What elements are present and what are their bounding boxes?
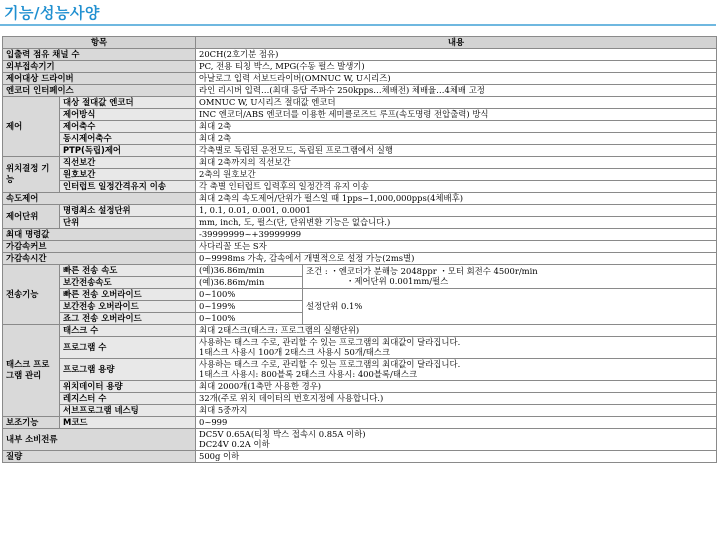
table-row [3,216,717,228]
row-value-line: DC24V 0.2A 이하 [199,439,270,449]
row-label: 보조기능 [3,416,60,428]
row-value-line: 사용하는 태스크 수로, 관리할 수 있는 프로그램의 최대값이 달라집니다. [199,358,461,369]
row-value: 최대 5중까지 [196,404,717,416]
row-value: 0~199% [196,300,303,312]
row-label: 가감속시간 [3,252,196,264]
row-label: 외부접속기기 [3,60,196,72]
row-value-line: DC5V 0.65A(티칭 박스 접속시 0.85A 이하) [199,428,366,439]
row-label: 최대 명령값 [3,228,196,240]
row-value: 1, 0.1, 0.01, 0.001, 0.0001 [196,204,717,216]
feed-condition-line2: ・제어단위 0.001mm/펄스 [346,276,449,286]
row-label: 위치데이터 용량 [60,380,196,392]
row-label: 가감속커브 [3,240,196,252]
table-row [3,252,717,264]
row-value [196,358,717,380]
feed-condition-note [303,264,717,288]
row-value: 20CH(2호기분 점유) [196,48,717,60]
row-label: 프로그램 용량 [60,358,196,380]
row-label: 엔코더 인터페이스 [3,84,196,96]
table-row [3,192,717,204]
row-label: 프로그램 수 [60,336,196,358]
table-row [3,72,717,84]
table-row [3,380,717,392]
row-sublabel: M코드 [60,416,196,428]
table-row [3,168,717,180]
row-label: 죠그 전송 오버라이드 [60,312,196,324]
row-value [196,336,717,358]
row-value: OMNUC W, U시리즈 절대값 엔코더 [196,96,717,108]
row-value: (예)36.86m/min [196,264,303,276]
row-value: PC, 전용 티칭 박스, MPG(수동 펄스 발생기) [196,60,717,72]
row-value: 아날로그 입력 서보드라이버(OMNUC W, U시리즈) [196,72,717,84]
row-value: mm, inch, 도, 펄스(단, 단위변환 기능은 없습니다.) [196,216,717,228]
row-value: (예)36.86m/min [196,276,303,288]
row-label: 속도제어 [3,192,196,204]
row-label: 내부 소비전류 [3,428,196,450]
group-label-feed: 전송기능 [3,264,60,324]
table-row [3,180,717,192]
table-row [3,144,717,156]
row-value: 0~100% [196,288,303,300]
row-value: INC 엔코더/ABS 엔코더를 이용한 세미클로즈드 루프(속도명령 전압출력) 방식 [196,108,717,120]
row-value-line: 사용하는 태스크 수로, 관리할 수 있는 프로그램의 최대값이 달라집니다. [199,336,461,347]
row-value: 최대 2축 [196,120,717,132]
header-content: 내용 [196,37,717,49]
row-value: 최대 2000개(1축만 사용한 경우) [196,380,717,392]
table-row [3,96,717,108]
row-label: 제어대상 드라이버 [3,72,196,84]
table-row [3,288,717,300]
row-label: 단위 [60,216,196,228]
feed-condition-line1: 조건 : ・엔코더가 분해능 2048ppr ・모터 회전수 4500r/min [306,265,538,276]
row-label: 서브프로그램 네스팅 [60,404,196,416]
table-row [3,156,717,168]
row-value-line: 1태스크 사용시: 800블록 2태스크 사용시: 400블록/태스크 [199,369,418,379]
row-value: 2축의 원호보간 [196,168,717,180]
row-value [196,428,717,450]
table-row [3,392,717,404]
row-value-line: 1태스크 사용시 100개 2태스크 사용시 50개/태스크 [199,347,390,357]
table-header-row [3,37,717,49]
row-value: 각 축별 인터럽트 입력후의 일정간격 유지 이송 [196,180,717,192]
row-label: 입출력 점유 채널 수 [3,48,196,60]
table-row [3,48,717,60]
row-label: 보간전송 오버라이드 [60,300,196,312]
row-label: PTP(독립)제어 [60,144,196,156]
row-label: 보간전송속도 [60,276,196,288]
row-value: -39999999~+39999999 [196,228,717,240]
row-label: 원호보간 [60,168,196,180]
row-value: 500g 이하 [196,450,717,462]
row-label: 빠른 전송 속도 [60,264,196,276]
table-row [3,240,717,252]
row-label: 인터럽트 일정간격유지 이송 [60,180,196,192]
table-row [3,404,717,416]
table-row [3,132,717,144]
row-label: 제어축수 [60,120,196,132]
row-value: 0~9998ms 가속, 감속에서 개별적으로 설정 가능(2ms별) [196,252,717,264]
row-value: 0~999 [196,416,717,428]
row-label: 태스크 수 [60,324,196,336]
table-row [3,204,717,216]
table-row [3,450,717,462]
table-row [3,336,717,358]
row-value: 32개(주로 위치 데이터의 번호지정에 사용합니다.) [196,392,717,404]
row-value: 최대 2축까지의 직선보간 [196,156,717,168]
group-label-unit: 제어단위 [3,204,60,228]
row-label: 직선보간 [60,156,196,168]
row-value: 0~100% [196,312,303,324]
table-row [3,84,717,96]
row-value: 사다리꼴 또는 S자 [196,240,717,252]
group-label-task: 태스크 프로그램 관리 [3,324,60,416]
row-value: 최대 2태스크(태스크: 프로그램의 실행단위) [196,324,717,336]
row-label: 빠른 전송 오버라이드 [60,288,196,300]
row-label: 명령최소 설정단위 [60,204,196,216]
row-value: 라인 리시버 입력…(최대 응답 주파수 250kpps…체배전) 체배율…4체배 고정 [196,84,717,96]
group-label-positioning: 위치결정 기능 [3,156,60,192]
row-label: 제어방식 [60,108,196,120]
header-item: 항목 [3,37,196,49]
table-row [3,358,717,380]
page-title: 기능/성능사양 [4,4,100,22]
table-row [3,120,717,132]
row-label: 레지스터 수 [60,392,196,404]
table-row [3,108,717,120]
row-value: 최대 2축의 속도제어/단위가 펄스일 때 1pps~1,000,000pps(4체배후) [196,192,717,204]
table-row [3,264,717,276]
table-row [3,324,717,336]
table-row [3,428,717,450]
row-label: 질량 [3,450,196,462]
spec-table [2,36,717,463]
group-label-control: 제어 [3,96,60,156]
title-divider [0,24,716,26]
row-value: 각축별로 독립된 운전모드, 독립된 프로그램에서 실행 [196,144,717,156]
row-label: 대상 절대값 엔코더 [60,96,196,108]
row-label: 동시제어축수 [60,132,196,144]
row-value: 최대 2축 [196,132,717,144]
table-row [3,228,717,240]
feed-override-resolution: 설정단위 0.1% [303,288,717,324]
table-row [3,416,717,428]
table-row [3,60,717,72]
